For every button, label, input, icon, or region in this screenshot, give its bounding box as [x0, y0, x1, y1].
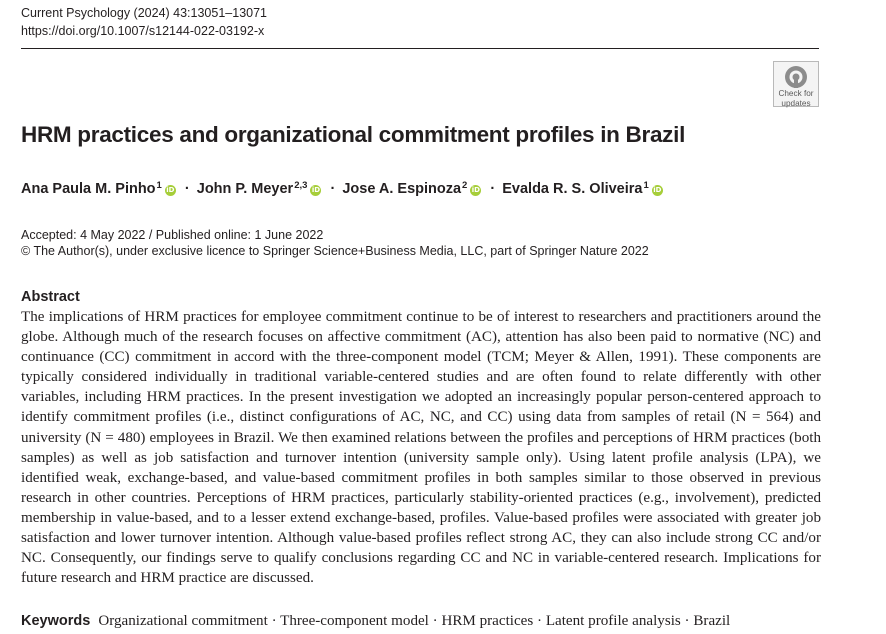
- author-separator: ·: [330, 181, 336, 197]
- keywords-label: Keywords: [21, 613, 91, 629]
- author-affiliation: 2: [462, 180, 468, 191]
- author-separator: ·: [184, 181, 190, 197]
- author-name[interactable]: Jose A. Espinoza: [342, 181, 462, 197]
- author-name[interactable]: John P. Meyer: [196, 181, 294, 197]
- author-affiliation: 2,3: [294, 180, 308, 191]
- journal-citation: Current Psychology (2024) 43:13051–13071: [21, 6, 268, 20]
- author-name[interactable]: Evalda R. S. Oliveira: [502, 181, 643, 197]
- orcid-icon[interactable]: iD: [166, 186, 175, 194]
- doi-link[interactable]: https://doi.org/10.1007/s12144-022-03192-x: [21, 24, 265, 38]
- author-list: [21, 176, 665, 199]
- badge-line-1: Check for: [778, 89, 814, 98]
- abstract-text: The implications of HRM practices for employee commitment continue to be of interest to researchers and practitioners around the globe. Although much of the research focuses on affective commitment (AC), attention has also been paid to normative (NC) and continuance (CC) commitment in accord with the three-component model (TCM; Meyer & Allen, 1991). These components are typically considered individually in traditional variable-centered studies and are often found to relate differently with other variables, including HRM practices. In the present investigation we adopted an increasingly popular person-centered approach to identify commitment profiles (i.e., distinct configurations of AC, NC, and CC) using data from samples of retail (N = 564) and university (N = 480) employees in Brazil. We then examined relations between the profiles and perceptions of HRM practices (both samples) as well as job satisfaction and turnover intention (university sample only). Using latent profile analysis (LPA), we identified weak, exchange-based, and value-based commitment profiles in both samples similar to those observed in previous research in other countries. Perceptions of HRM practices, particularly stability-oriented practices (e.g., involvement), predicted membership in value-based, and to a lesser extend exchange-based, profiles. Value-based profiles were associated with greater job satisfaction and lower turnover intention. Although value-based profiles reflect strong AC, they can also include strong CC and/or NC. Consequently, our findings serve to qualify conclusions regarding CC and NC in variable-centered research. Implications for future research and HRM practice are discussed.: [21, 309, 821, 587]
- publication-dates: Accepted: 4 May 2022 / Published online: 1 June 2022: [21, 228, 324, 242]
- header-rule: [21, 48, 819, 49]
- copyright-notice: © The Author(s), under exclusive licence to Springer Science+Business Media, LLC, part of Springer Nature 2022: [21, 244, 649, 258]
- crossmark-icon: [784, 65, 808, 89]
- author-separator: ·: [490, 181, 496, 197]
- badge-line-2: updates: [781, 98, 811, 108]
- keywords-list: Organizational commitment · Three-component model · HRM practices · Latent profile analysis · Brazil: [98, 613, 731, 629]
- abstract-heading: Abstract: [21, 289, 80, 305]
- orcid-icon[interactable]: iD: [471, 186, 480, 194]
- article-title: HRM practices and organizational commitment profiles in Brazil: [21, 122, 686, 147]
- check-for-updates-badge[interactable]: [773, 61, 819, 107]
- author-affiliation: 1: [156, 180, 162, 191]
- orcid-icon[interactable]: iD: [653, 186, 662, 194]
- keywords-section: [21, 611, 861, 631]
- author-name[interactable]: Ana Paula M. Pinho: [21, 181, 156, 197]
- author-affiliation: 1: [643, 180, 649, 191]
- orcid-icon[interactable]: iD: [311, 186, 321, 194]
